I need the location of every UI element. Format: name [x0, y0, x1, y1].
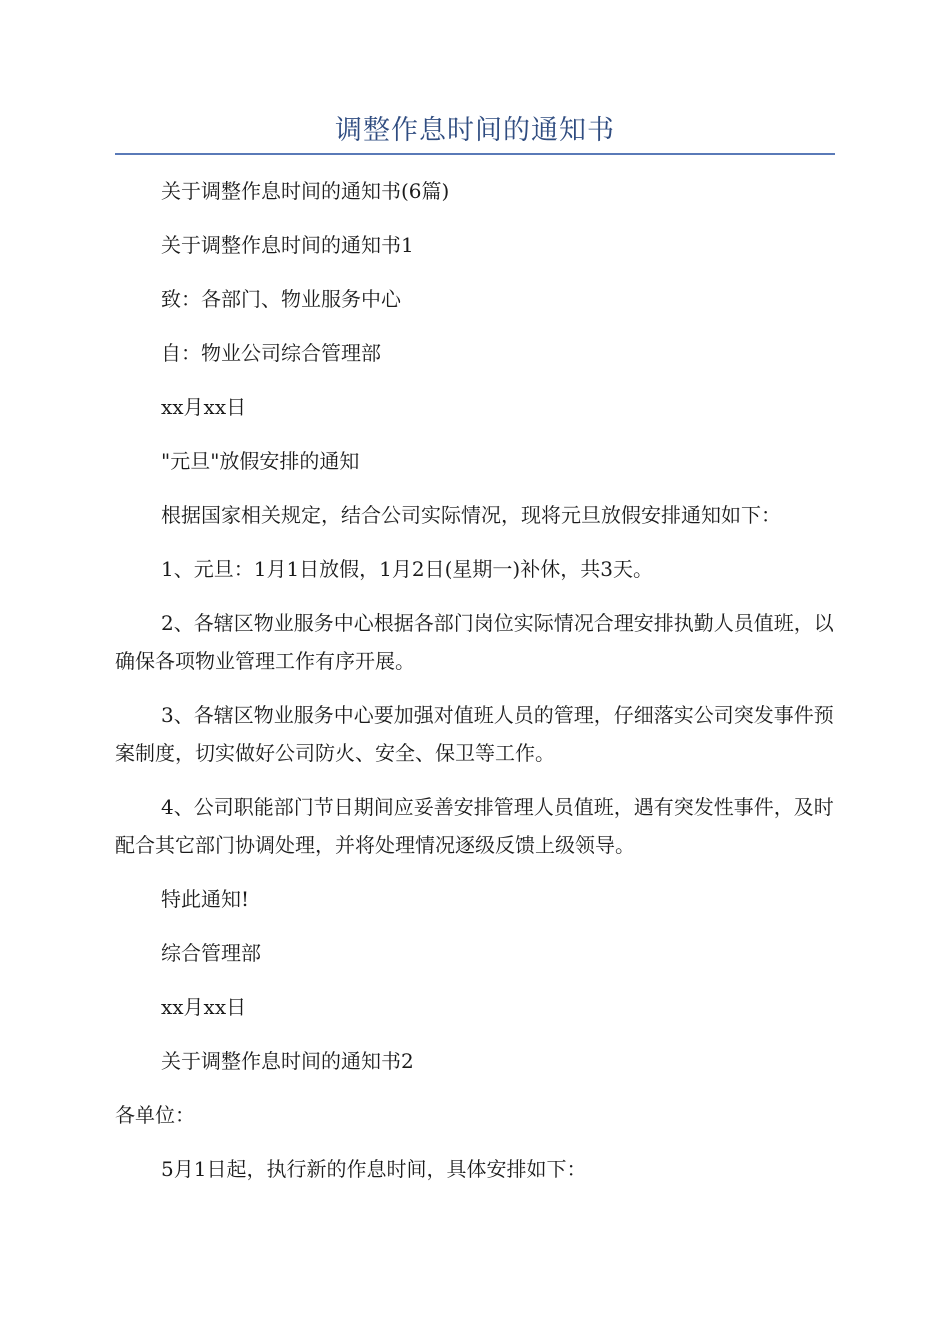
closing-line: 特此通知! [161, 887, 250, 911]
intro-paragraph: 根据国家相关规定，结合公司实际情况，现将元旦放假安排通知如下： [161, 503, 781, 527]
item-4: 4、公司职能部门节日期间应妥善安排管理人员值班，遇有突发性事件，及时配合其它部门协调处理，并将处理情况逐级反馈上级领导。 [115, 795, 834, 857]
item-3: 3、各辖区物业服务中心要加强对值班人员的管理，仔细落实公司突发事件预案制度，切实做好公司防火、安全、保卫等工作。 [115, 703, 834, 765]
document-body [115, 172, 835, 1204]
item-1: 1、元旦：1月1日放假，1月2日(星期一)补休，共3天。 [161, 557, 653, 581]
heading-collection: 关于调整作息时间的通知书(6篇) [161, 179, 450, 203]
heading-notice-2: 关于调整作息时间的通知书2 [161, 1049, 414, 1073]
salutation: 各单位： [115, 1103, 195, 1127]
date-line: xx月xx日 [161, 395, 247, 419]
signature-date: xx月xx日 [161, 995, 247, 1019]
heading-notice-1: 关于调整作息时间的通知书1 [161, 233, 414, 257]
recipient-line: 致：各部门、物业服务中心 [161, 287, 401, 311]
document-title: 调整作息时间的通知书 [335, 115, 615, 146]
title-underline [115, 153, 835, 155]
sender-line: 自：物业公司综合管理部 [161, 341, 381, 365]
notice-subject: "元旦"放假安排的通知 [161, 449, 360, 473]
item-2: 2、各辖区物业服务中心根据各部门岗位实际情况合理安排执勤人员值班，以确保各项物业管理工作有序开展。 [115, 611, 834, 673]
schedule-intro: 5月1日起，执行新的作息时间，具体安排如下： [161, 1157, 587, 1181]
signature-department: 综合管理部 [161, 941, 261, 965]
